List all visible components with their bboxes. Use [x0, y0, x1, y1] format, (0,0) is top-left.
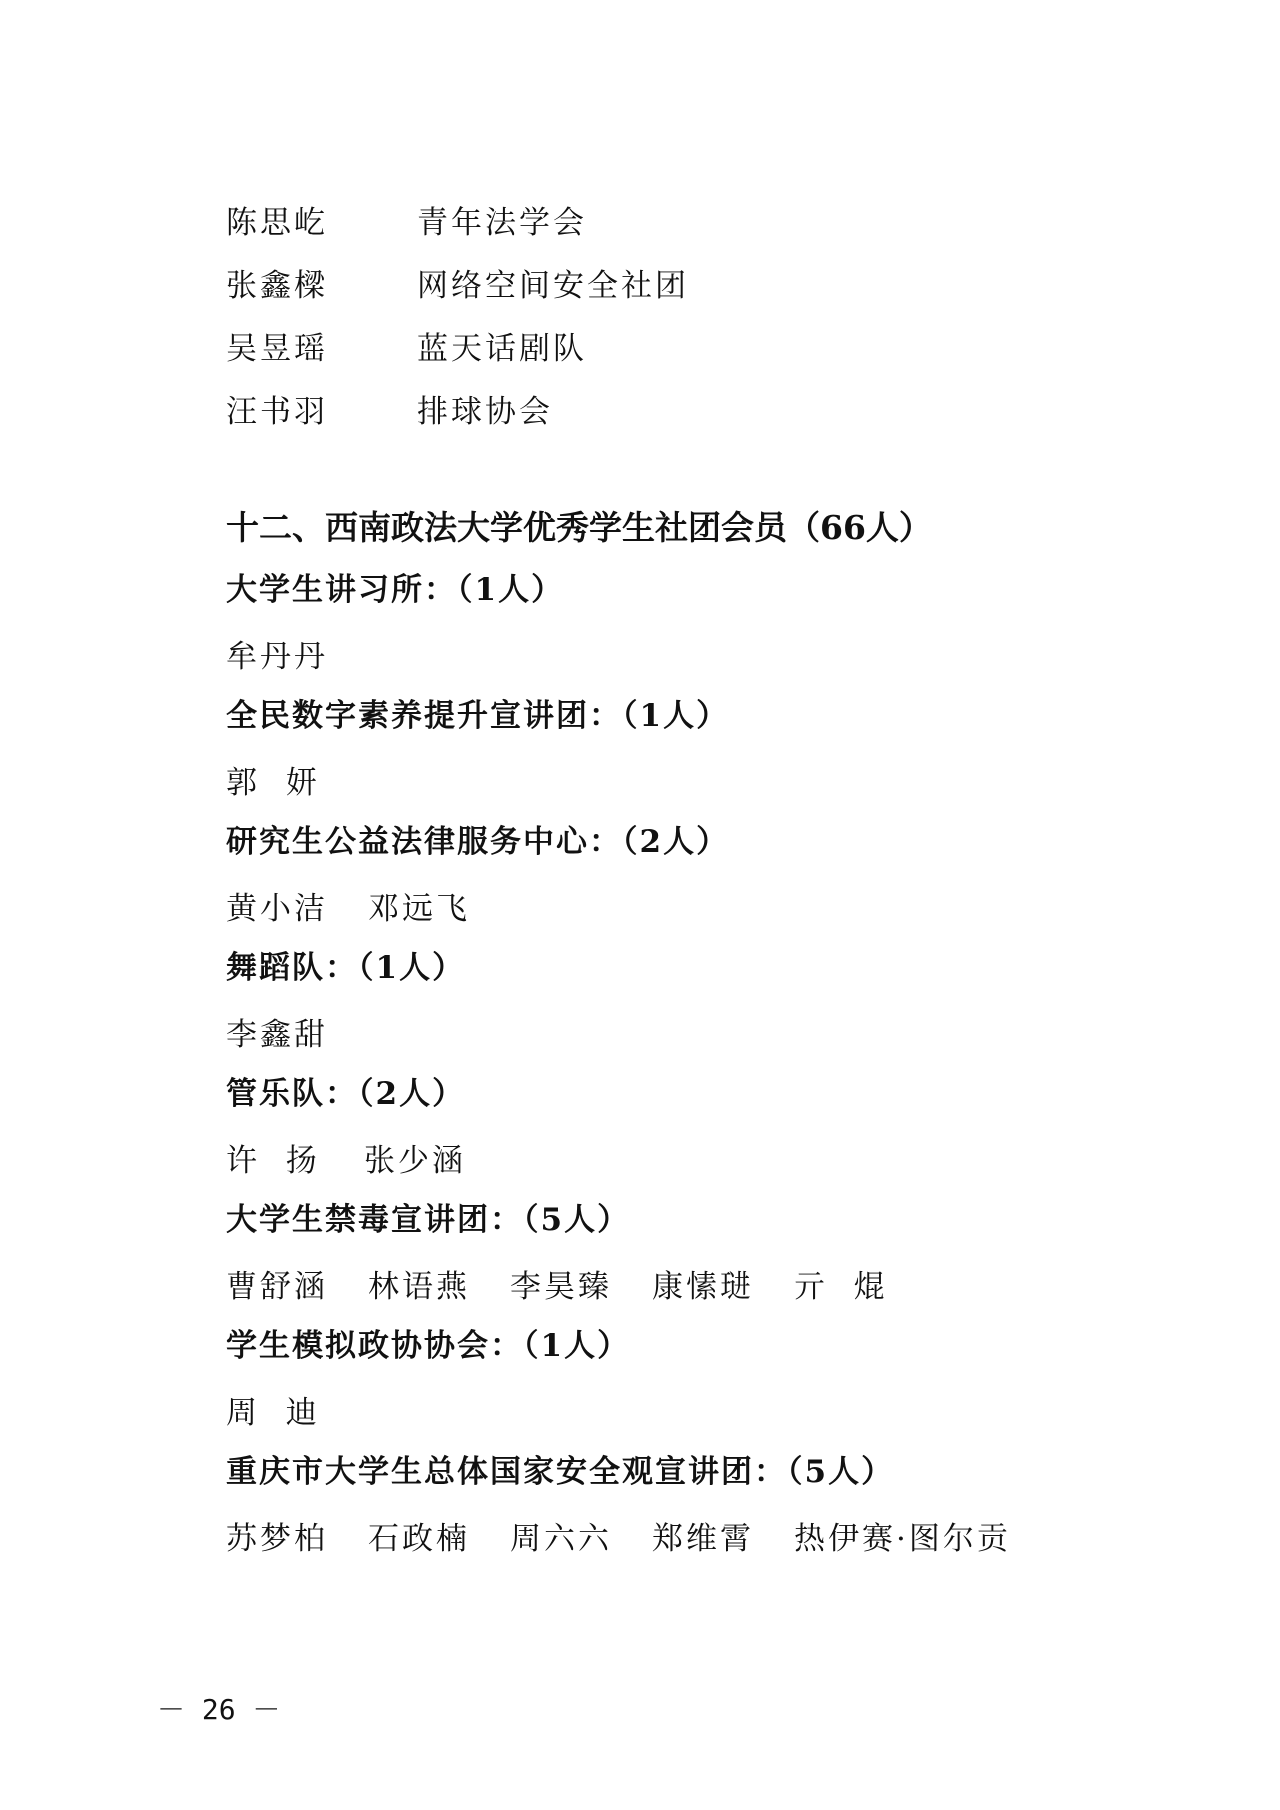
outstanding-members-section	[226, 496, 1011, 1567]
member-name: 康愫琎	[652, 1269, 754, 1305]
club-group-heading: 舞蹈队：（1人）	[226, 950, 466, 986]
member-name: 郭 妍	[226, 765, 320, 801]
section-title: 十二、西南政法大学优秀学生社团会员（66人）	[226, 508, 932, 547]
member-name: 张少涵	[364, 1143, 466, 1179]
club-group-heading: 学生模拟政协协会：（1人）	[226, 1328, 631, 1364]
member-name: 热伊赛·图尔贡	[794, 1521, 1011, 1557]
member-name: 牟丹丹	[226, 639, 328, 675]
award-pair-row	[226, 377, 689, 440]
member-name: 郑维霄	[652, 1521, 754, 1557]
member-name: 曹舒涵	[226, 1269, 328, 1305]
club-group-heading: 全民数字素养提升宣讲团：（1人）	[226, 698, 730, 734]
club-name: 排球协会	[417, 394, 553, 430]
award-pair-row	[226, 251, 689, 314]
member-name: 黄小洁	[226, 891, 328, 927]
member-name: 李昊臻	[510, 1269, 612, 1305]
member-name: 苏梦柏	[226, 1521, 328, 1557]
student-name: 汪书羽	[226, 394, 328, 430]
club-member-list	[226, 1252, 1011, 1315]
member-name: 许 扬	[226, 1143, 320, 1179]
member-name: 林语燕	[368, 1269, 470, 1305]
member-name: 邓远飞	[368, 891, 470, 927]
member-name: 石政楠	[368, 1521, 470, 1557]
club-member-list	[226, 1504, 1011, 1567]
club-group-heading: 研究生公益法律服务中心：（2人）	[226, 824, 730, 860]
club-group-heading: 管乐队：（2人）	[226, 1076, 466, 1112]
club-name: 青年法学会	[417, 205, 587, 241]
member-name: 周六六	[510, 1521, 612, 1557]
award-pair-row	[226, 188, 689, 251]
club-member-list	[226, 622, 1011, 685]
student-name: 吴昱瑶	[226, 331, 328, 367]
club-member-list	[226, 1000, 1011, 1063]
club-group-heading: 大学生讲习所：（1人）	[226, 572, 565, 608]
student-name: 张鑫樑	[226, 268, 328, 304]
club-name: 蓝天话剧队	[417, 331, 587, 367]
member-name: 李鑫甜	[226, 1017, 328, 1053]
club-group-heading: 重庆市大学生总体国家安全观宣讲团：（5人）	[226, 1454, 895, 1490]
club-group-heading: 大学生禁毒宣讲团：（5人）	[226, 1202, 631, 1238]
award-pair-list	[226, 188, 689, 440]
member-name: 周 迪	[226, 1395, 320, 1431]
member-name: 亓 焜	[794, 1269, 888, 1305]
award-pair-row	[226, 314, 689, 377]
student-name: 陈思屹	[226, 205, 328, 241]
club-name: 网络空间安全社团	[417, 268, 689, 304]
club-member-list	[226, 748, 1011, 811]
club-member-list	[226, 1378, 1011, 1441]
club-member-list	[226, 874, 1011, 937]
page-number: － 26 －	[157, 1693, 281, 1726]
club-member-list	[226, 1126, 1011, 1189]
